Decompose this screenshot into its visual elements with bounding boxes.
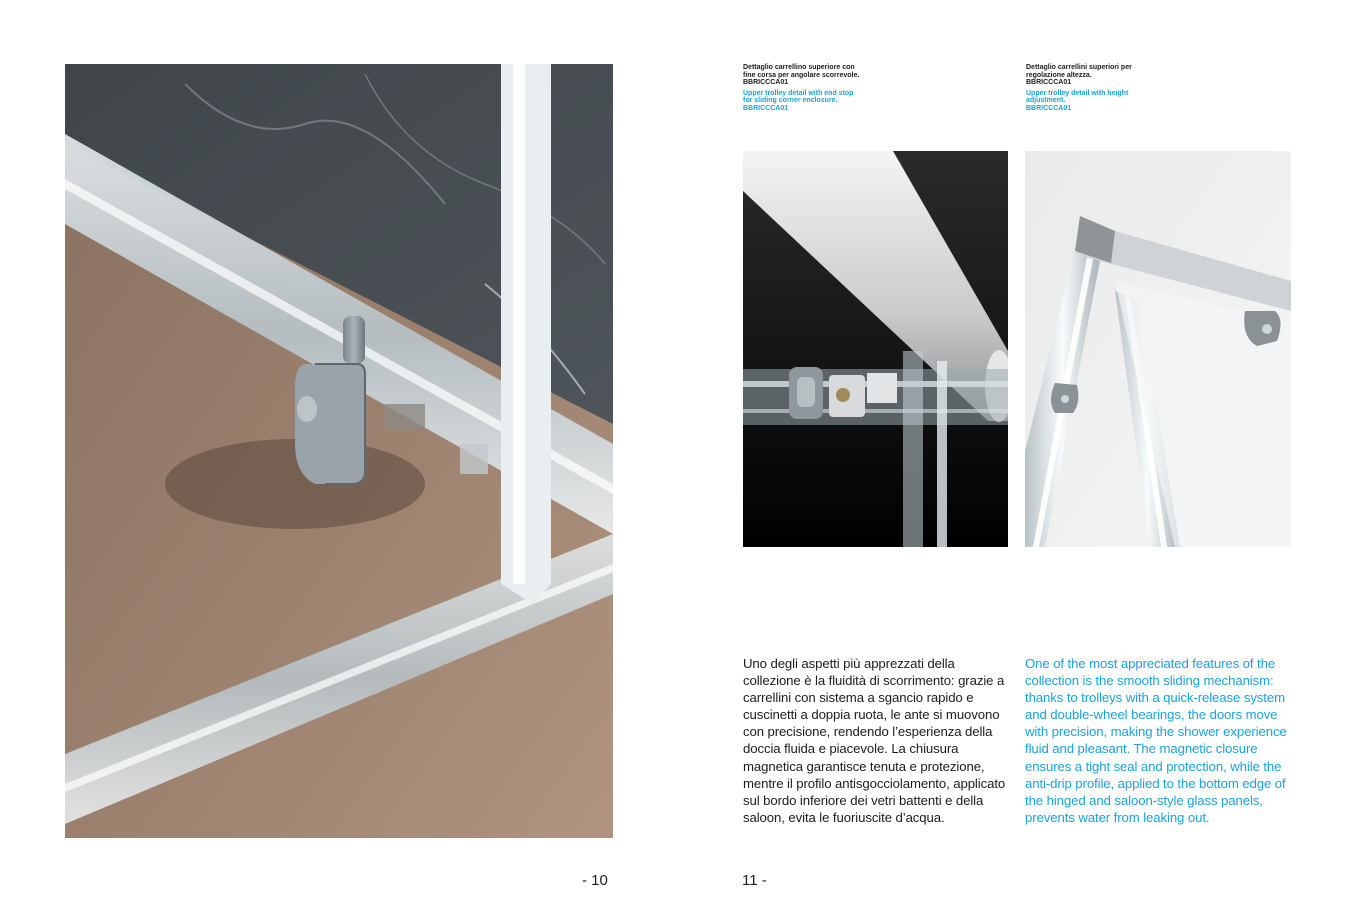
caption-2-english: Upper trolley detail with height adjustment. [1026,89,1129,104]
page-number-right: 11 - [742,872,767,889]
caption-upper-trolleys-height [1026,64,1146,112]
photo-trolley-end-stop [743,151,1008,547]
caption-upper-trolley-end-stop [743,64,863,112]
body-text-italian: Uno degli aspetti più apprezzati della collezione è la fluidità di scorrimento: grazie a carrellini con sistema a sgancio rapido e cuscinetti a doppia ruota, le ante si muovono con precisione, rendendo l’esperienza della doccia fluida e piacevole. La chiusura magnetica garantisce tenuta e protezione, mentre il profilo antisgocciolamento, applicato sul bordo inferiore dei vetri battenti e della saloon, evita le fuoriuscite d’acqua. [743,656,1006,825]
body-text-english: One of the most appreciated features of the collection is the smooth sliding mechanism: thanks to trolleys with a quick-release system and double-wheel bearings, the doors move with precision, making the shower experience fluid and pleasant. The magnetic closure ensures a tight seal and protection, while the anti-drip profile, applied to the bottom edge of the hinged and saloon-style glass panels, prevents water from leaking out. [1025,656,1287,825]
page-number-left: - 10 [582,872,608,889]
caption-2-code: BBRICCCA01 [1026,79,1072,86]
caption-1-italian: Dettaglio carrellino superiore con fine corsa per angolare scorrevole. [743,64,860,79]
caption-1-english: Upper trolley detail with end stop for sliding corner enclosure. [743,89,854,104]
caption-2-code-en: BBRICCCA01 [1026,104,1072,112]
main-photo-trolley-closeup [65,64,613,838]
caption-1-code: BBRICCCA01 [743,79,789,86]
caption-2-italian: Dettaglio carrellini superiori per regolazione altezza. [1026,64,1132,79]
photo-trolleys-height-adjustment [1025,151,1291,547]
caption-1-code-en: BBRICCCA01 [743,104,789,112]
